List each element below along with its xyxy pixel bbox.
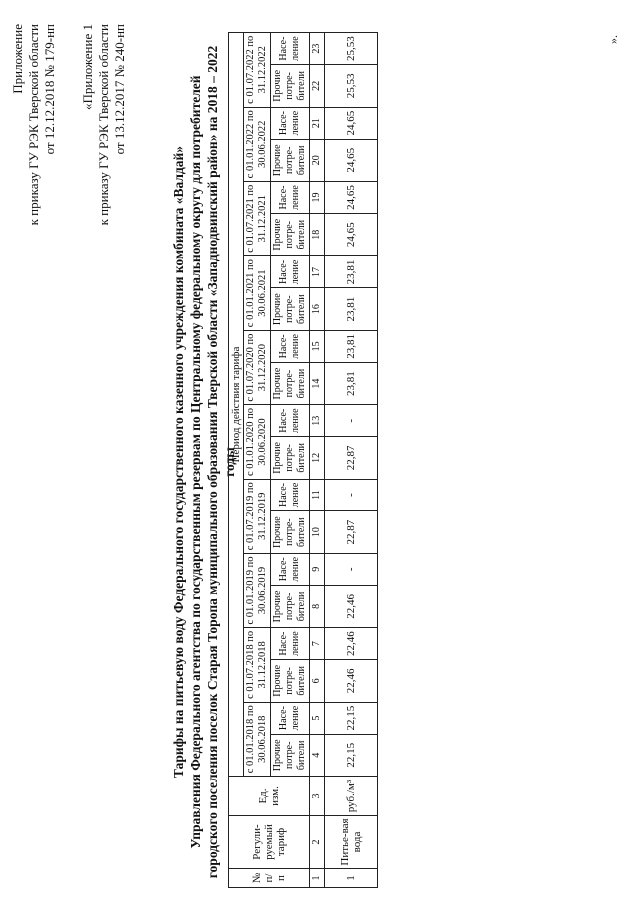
consumer-other-cell: Прочие потре-бители [271, 734, 310, 776]
consumer-other-cell: Прочие потре-бители [271, 437, 310, 479]
column-number-cell: 4 [310, 734, 325, 776]
consumer-other-cell: Прочие потре-бители [271, 139, 310, 181]
title-line: городского поселения поселок Старая Торопа муниципального образования Тверской области «Западнодвинский район» на 2018 – 2022 годы [205, 45, 237, 879]
approval-reference-current [10, 24, 58, 225]
tariff-value-cell: 23,81 [325, 288, 378, 330]
approval-line: от 12.12.2018 № 179-нп [42, 24, 57, 155]
column-number-cell: 6 [310, 660, 325, 702]
tariff-table [228, 32, 378, 888]
tariff-value-cell: 25,53 [325, 33, 378, 65]
tariff-value-cell: 24,65 [325, 182, 378, 214]
column-number-cell: 11 [310, 479, 325, 511]
column-number-cell: 1 [310, 869, 325, 888]
approval-line: от 13.12.2017 № 240-нп [112, 24, 127, 155]
period-cell: с 01.07.2018 по 31.12.2018 [244, 628, 271, 702]
row-number: 1 [325, 869, 378, 888]
consumer-population-cell: Насе-ление [271, 33, 310, 65]
header-tariff-name: Регули-руемый тариф [229, 816, 310, 869]
row-unit: руб./м³ [325, 777, 378, 816]
tariff-value-cell: - [325, 479, 378, 511]
consumer-other-cell: Прочие потре-бители [271, 288, 310, 330]
header-number: № п/п [229, 869, 310, 888]
tariff-value-cell: 22,46 [325, 585, 378, 627]
column-number-cell: 20 [310, 139, 325, 181]
consumer-population-cell: Насе-ление [271, 182, 310, 214]
tariff-value-cell: 23,81 [325, 362, 378, 404]
approval-reference-previous [80, 24, 128, 225]
title-line: Управления Федерального агентства по государственным резервам по Центральному федеральному округу для потребителей [188, 75, 203, 849]
period-cell: с 01.01.2018 по 30.06.2018 [244, 702, 271, 776]
period-row [244, 33, 271, 888]
consumer-population-cell: Насе-ление [271, 107, 310, 139]
consumer-population-cell: Насе-ление [271, 628, 310, 660]
period-cell: с 01.01.2021 по 30.06.2021 [244, 256, 271, 330]
column-number-cell: 16 [310, 288, 325, 330]
tariff-value-cell: - [325, 553, 378, 585]
tariff-value-cell: 22,46 [325, 660, 378, 702]
approval-line: к приказу ГУ РЭК Тверской области [26, 24, 41, 226]
column-number-cell: 13 [310, 405, 325, 437]
column-number-cell: 5 [310, 702, 325, 734]
tariff-value-cell: - [325, 405, 378, 437]
tariff-value-cell: 22,87 [325, 437, 378, 479]
column-number-cell: 22 [310, 65, 325, 107]
header-period: Период действия тарифа [229, 33, 244, 777]
consumer-population-cell: Насе-ление [271, 256, 310, 288]
period-cell: с 01.07.2021 по 31.12.2021 [244, 182, 271, 256]
tariff-value-cell: 22,46 [325, 628, 378, 660]
period-cell: с 01.01.2019 по 30.06.2019 [244, 553, 271, 627]
tariff-value-cell: 23,81 [325, 256, 378, 288]
tariff-value-cell: 23,81 [325, 330, 378, 362]
consumer-other-cell: Прочие потре-бители [271, 362, 310, 404]
period-cell: с 01.07.2020 по 31.12.2020 [244, 330, 271, 404]
column-number-cell: 10 [310, 511, 325, 553]
column-number-cell: 23 [310, 33, 325, 65]
column-number-cell: 18 [310, 214, 325, 256]
consumer-population-cell: Насе-ление [271, 553, 310, 585]
consumer-population-cell: Насе-ление [271, 702, 310, 734]
consumer-population-cell: Насе-ление [271, 405, 310, 437]
column-number-cell: 21 [310, 107, 325, 139]
consumer-row [271, 33, 310, 888]
period-cell: с 01.07.2022 по 31.12.2022 [244, 33, 271, 108]
approval-line: «Приложение 1 [80, 24, 95, 111]
tariff-value-cell: 25,53 [325, 65, 378, 107]
column-number-cell: 2 [310, 816, 325, 869]
period-cell: с 01.01.2022 по 30.06.2022 [244, 107, 271, 181]
title-line: Тарифы на питьевую воду Федерального государственного казенного учреждения комбината «Валдай» [171, 145, 186, 779]
header-unit: Ед. изм. [229, 777, 310, 816]
column-number-cell: 9 [310, 553, 325, 585]
column-number-cell: 7 [310, 628, 325, 660]
period-cell: с 01.07.2019 по 31.12.2019 [244, 479, 271, 553]
column-number-cell: 19 [310, 182, 325, 214]
tariff-value-cell: 24,65 [325, 214, 378, 256]
tariff-value-cell: 24,65 [325, 139, 378, 181]
column-number-cell: 17 [310, 256, 325, 288]
column-number-cell: 14 [310, 362, 325, 404]
closing-quote: ». [606, 35, 620, 44]
column-number-cell: 12 [310, 437, 325, 479]
approval-line: к приказу ГУ РЭК Тверской области [96, 24, 111, 226]
consumer-population-cell: Насе-ление [271, 330, 310, 362]
row-tariff-name: Питье-вая вода [325, 816, 378, 869]
column-number-cell: 15 [310, 330, 325, 362]
consumer-other-cell: Прочие потре-бители [271, 585, 310, 627]
consumer-other-cell: Прочие потре-бители [271, 511, 310, 553]
period-cell: с 01.01.2020 по 30.06.2020 [244, 405, 271, 479]
table-row [325, 33, 378, 888]
consumer-other-cell: Прочие потре-бители [271, 214, 310, 256]
consumer-other-cell: Прочие потре-бители [271, 660, 310, 702]
consumer-other-cell: Прочие потре-бители [271, 65, 310, 107]
column-number-cell: 3 [310, 777, 325, 816]
column-number-row [310, 33, 325, 888]
tariff-value-cell: 24,65 [325, 107, 378, 139]
tariff-value-cell: 22,87 [325, 511, 378, 553]
tariff-value-cell: 22,15 [325, 734, 378, 776]
column-number-cell: 8 [310, 585, 325, 627]
approval-line: Приложение [10, 24, 25, 94]
consumer-population-cell: Насе-ление [271, 479, 310, 511]
tariff-value-cell: 22,15 [325, 702, 378, 734]
